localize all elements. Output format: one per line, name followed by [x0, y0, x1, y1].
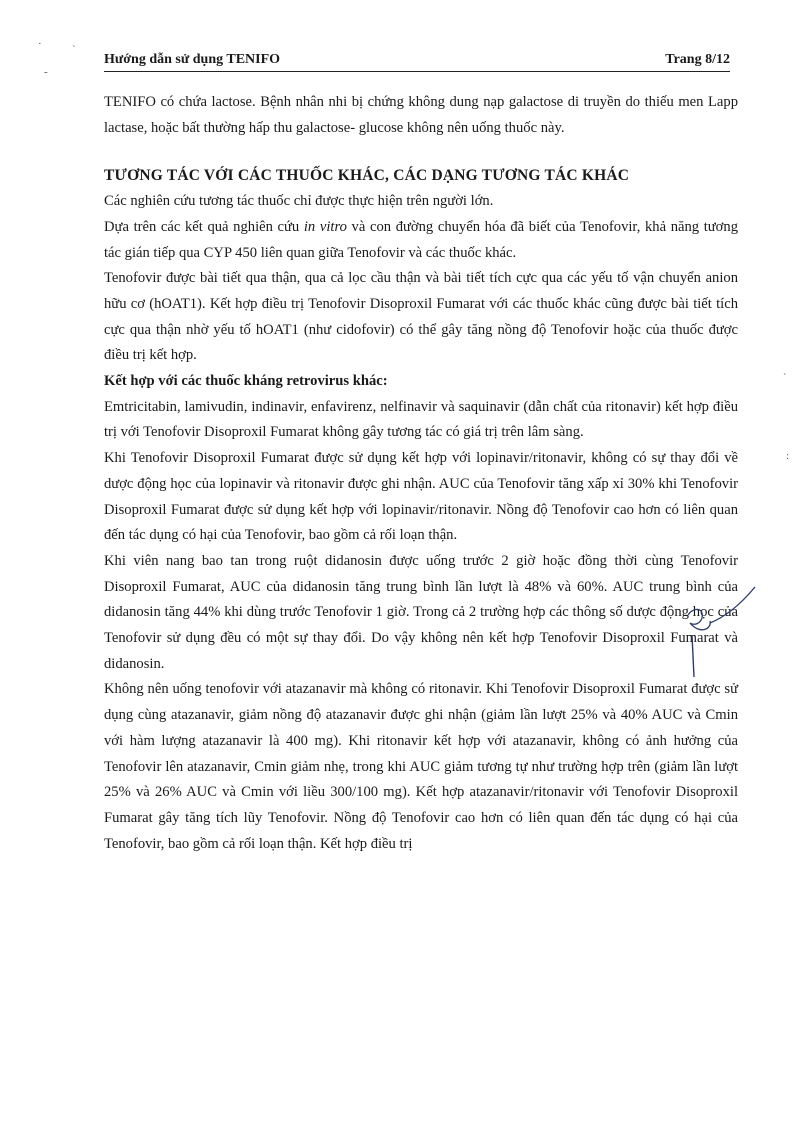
paragraph-5: Khi Tenofovir Disoproxil Fumarat được sử dụng kết hợp với lopinavir/ritonavir, không có sự thay đổi về dược động học của lopinavir và ritonavir được ghi nhận. AUC của Tenofovir tăng xấp xỉ 30% khi Tenofovir Disoproxil Fumarat được sử dụng kết hợp với lopinavir/ritonavir. Nồng độ Tenofovir cao hơn có liên quan đến tác dụng có hại của Tenofovir, bao gồm cả rối loạn thận.	[104, 450, 738, 544]
page-header	[104, 52, 730, 72]
paragraph-3: Tenofovir được bài tiết qua thận, qua cả lọc cầu thận và bài tiết tích cực qua các yếu tố vận chuyển anion hữu cơ (hOAT1). Kết hợp điều trị Tenofovir Disoproxil Fumarat với các thuốc khác cũng được bài tiết tích cực qua thận nhờ yếu tố hOAT1 (như cidofovir) có thể gây tăng nồng độ Tenofovir hoặc của thuốc được điều trị kết hợp.	[104, 270, 738, 364]
scan-mark: `	[783, 372, 787, 384]
paragraph-2: Dựa trên các kết quả nghiên cứu in vitro và con đường chuyển hóa đã biết của Tenofovir, khả năng tương tác gián tiếp qua CYP 450 liên quan giữa Tenofovir và các thuốc khác.	[104, 218, 738, 261]
intro-paragraph: TENIFO có chứa lactose. Bệnh nhân nhi bị chứng không dung nạp galactose di truyền do thiếu men Lapp lactase, hoặc bất thường hấp thu galactose- glucose không nên uống thuốc này.	[104, 94, 738, 136]
paragraph-7: Không nên uống tenofovir với atazanavir mà không có ritonavir. Khi Tenofovir Disoproxil Fumarat được sử dụng cùng atazanavir, giảm nồng độ atazanavir được ghi nhận (giảm lần lượt 25% và 40% AUC và Cmin với hàm lượng atazanavir là 400 mg). Khi ritonavir kết hợp với atazanavir, không có ảnh hưởng của Tenofovir lên atazanavir, Cmin giảm nhẹ, trong khi AUC giảm tương tự như trường hợp trên (giảm lần lượt 25% và 26% AUC và Cmin với liều 300/100 mg). Kết hợp atazanavir/ritonavir với Tenofovir Disoproxil Fumarat gây tăng tích lũy Tenofovir. Nồng độ Tenofovir cao hơn có liên quan đến tác dụng có hại của Tenofovir, bao gồm cả rối loạn thận. Kết hợp điều trị	[104, 681, 738, 852]
paragraph-4: Emtricitabin, lamivudin, indinavir, enfavirenz, nelfinavir và saquinavir (dẫn chất của ritonavir) kết hợp điều trị với Tenofovir Disoproxil Fumarat không gây tương tác có giá trị trên lâm sàng.	[104, 398, 738, 441]
sub-title: Kết hợp với các thuốc kháng retrovirus khác:	[104, 373, 388, 390]
scan-mark: -	[44, 66, 48, 78]
scan-mark: ·	[38, 38, 42, 50]
document-body	[104, 90, 738, 857]
scan-mark: :	[786, 450, 790, 462]
header-title: Hướng dẫn sử dụng TENIFO	[104, 52, 281, 67]
section-title: TƯƠNG TÁC VỚI CÁC THUỐC KHÁC, CÁC DẠNG TƯƠNG TÁC KHÁC	[104, 167, 630, 185]
scan-mark: `	[72, 44, 76, 56]
page-number: Trang 8/12	[665, 52, 730, 67]
signature-scribble	[670, 585, 760, 685]
paragraph-1: Các nghiên cứu tương tác thuốc chỉ được thực hiện trên người lớn.	[104, 193, 494, 210]
paragraph-6: Khi viên nang bao tan trong ruột didanosin được uống trước 2 giờ hoặc đồng thời cùng Tenofovir Disoproxil Fumarat, AUC của didanosin tăng trung bình lần lượt là 48% và 60%. AUC trung bình của didanosin tăng 44% khi dùng trước Tenofovir 1 giờ. Trong cả 2 trường hợp các thông số dược động học của Tenofovir sử dụng đều có một sự thay đổi. Do vậy không nên kết hợp Tenofovir Disoproxil Fumarat và didanosin.	[104, 552, 738, 672]
